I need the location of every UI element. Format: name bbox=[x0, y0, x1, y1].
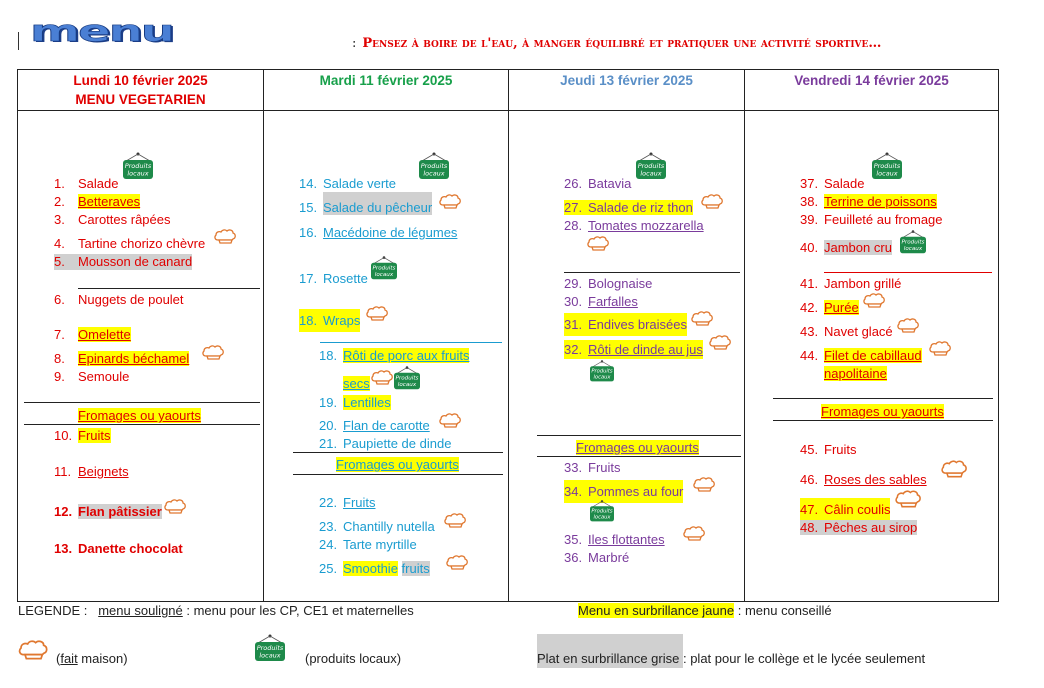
chef-hat-icon bbox=[366, 306, 388, 321]
list-item: 13. Danette chocolat bbox=[54, 541, 183, 556]
monday-column bbox=[18, 111, 264, 602]
separator bbox=[24, 424, 260, 425]
list-item: 31. Endives braisées bbox=[564, 317, 687, 333]
list-item: 39. Feuilleté au fromage bbox=[800, 212, 943, 227]
chef-hat-icon bbox=[446, 555, 468, 570]
list-item: 2. Betteraves bbox=[54, 194, 141, 209]
list-item: 18. Rôti de porc aux fruits bbox=[319, 348, 470, 363]
header-monday bbox=[18, 70, 264, 111]
list-item: 8. Epinards béchamel bbox=[54, 351, 190, 366]
list-item: 33. Fruits bbox=[564, 460, 621, 475]
legend-yellow bbox=[578, 603, 832, 618]
list-item: 36. Marbré bbox=[564, 550, 630, 565]
separator bbox=[537, 456, 741, 457]
list-item: 3. Carottes râpées bbox=[54, 212, 171, 227]
legend-grey-desc: : plat pour le collège et le lycée seulement bbox=[679, 651, 926, 666]
header-friday bbox=[745, 70, 999, 111]
list-item: 27. Salade de riz thon bbox=[564, 200, 693, 215]
chef-hat-icon bbox=[709, 335, 731, 350]
produits-locaux-icon bbox=[587, 359, 617, 383]
legend-underline bbox=[18, 603, 414, 618]
separator bbox=[537, 435, 741, 436]
list-item: napolitaine bbox=[824, 366, 887, 381]
chef-hat-icon bbox=[897, 318, 919, 333]
list-item: 41. Jambon grillé bbox=[800, 276, 902, 291]
produits-locaux-icon bbox=[252, 632, 288, 664]
separator bbox=[320, 342, 502, 343]
list-item: 19. Lentilles bbox=[319, 395, 391, 410]
chef-hat-icon bbox=[164, 499, 186, 514]
produits-locaux-icon bbox=[869, 151, 905, 181]
produits-locaux-icon bbox=[391, 365, 423, 391]
chef-hat-icon bbox=[929, 341, 951, 356]
list-item: 1. Salade bbox=[54, 176, 119, 191]
chef-hat-icon bbox=[941, 460, 967, 478]
legend-yellow-desc: : menu conseillé bbox=[734, 603, 832, 618]
list-item: secs bbox=[343, 376, 370, 391]
legend-underline-desc: : menu pour les CP, CE1 et maternelles bbox=[182, 603, 414, 618]
produits-locaux-icon bbox=[120, 151, 156, 181]
header-thursday bbox=[509, 70, 745, 111]
separator bbox=[78, 288, 260, 289]
legend-chef: (fait maison) bbox=[56, 651, 128, 666]
produits-locaux-icon bbox=[368, 255, 400, 281]
list-item: 15. Salade du pêcheur bbox=[299, 200, 432, 216]
header-tuesday bbox=[264, 70, 509, 111]
chef-hat-icon bbox=[691, 311, 713, 326]
list-item: 16. Macédoine de légumes bbox=[299, 225, 458, 240]
list-item: 44. Filet de cabillaud bbox=[800, 348, 922, 363]
list-item: 43. Navet glacé bbox=[800, 324, 893, 339]
list-item: 42. Purée bbox=[800, 300, 859, 315]
chef-hat-icon bbox=[895, 490, 921, 508]
list-item: 35. Iles flottantes bbox=[564, 532, 665, 547]
separator bbox=[773, 420, 993, 421]
separator bbox=[564, 272, 740, 273]
list-item: Fromages ou yaourts bbox=[576, 440, 699, 455]
list-item: 46. Roses des sables bbox=[800, 472, 927, 487]
chef-hat-icon bbox=[587, 236, 609, 251]
list-item: 26. Batavia bbox=[564, 176, 632, 191]
list-item: 47. Câlin coulis bbox=[800, 502, 890, 518]
list-item: 22. Fruits bbox=[319, 495, 376, 510]
list-item: 5. Mousson de canard bbox=[54, 254, 193, 269]
list-item: 38. Terrine de poissons bbox=[800, 194, 937, 209]
monday-subtitle: MENU VEGETARIEN bbox=[75, 92, 206, 107]
produits-locaux-icon bbox=[897, 229, 929, 255]
list-item: 24. Tarte myrtille bbox=[319, 537, 417, 552]
list-item: 48. Pêches au sirop bbox=[800, 520, 918, 535]
slogan: : Pensez à boire de l'eau, à manger équilibré et pratiquer une activité sportive… bbox=[352, 36, 882, 51]
chef-hat-icon bbox=[444, 513, 466, 528]
list-item: 6. Nuggets de poulet bbox=[54, 292, 184, 307]
chef-hat-icon bbox=[693, 477, 715, 492]
chef-hat-icon bbox=[202, 345, 224, 360]
list-item: 21. Paupiette de dinde bbox=[319, 436, 452, 451]
list-item: 23. Chantilly nutella bbox=[319, 519, 435, 534]
list-item: Fromages ou yaourts bbox=[336, 457, 459, 472]
list-item: 34. Pommes au four bbox=[564, 484, 683, 500]
produits-locaux-icon bbox=[587, 499, 617, 523]
list-item: 28. Tomates mozzarella bbox=[564, 218, 704, 233]
monday-title: Lundi 10 février 2025 bbox=[73, 73, 208, 88]
legend-grey bbox=[537, 651, 925, 666]
legend-yellow-term: Menu en surbrillance jaune bbox=[578, 603, 735, 618]
separator bbox=[824, 272, 992, 273]
tuesday-column bbox=[264, 111, 509, 602]
menu-logo: menu bbox=[30, 13, 173, 49]
separator bbox=[293, 474, 503, 475]
produits-locaux-icon bbox=[416, 151, 452, 181]
list-item: 40. Jambon cru bbox=[800, 240, 892, 255]
legend-chef-rest: maison) bbox=[77, 651, 128, 666]
list-item: 10. Fruits bbox=[54, 428, 111, 443]
list-item: 17. Rosette bbox=[299, 271, 368, 286]
list-item: 25. Smoothie fruits bbox=[319, 561, 430, 576]
list-item: Fromages ou yaourts bbox=[78, 408, 201, 423]
chef-hat-icon bbox=[863, 293, 885, 308]
list-item: 45. Fruits bbox=[800, 442, 857, 457]
list-item: 14. Salade verte bbox=[299, 176, 396, 191]
legend-local: (produits locaux) bbox=[305, 651, 402, 666]
chef-hat-icon bbox=[371, 370, 393, 385]
legend-underline-term: menu souligné bbox=[98, 603, 183, 618]
list-item: 9. Semoule bbox=[54, 369, 130, 384]
list-item: 30. Farfalles bbox=[564, 294, 638, 309]
list-item: 37. Salade bbox=[800, 176, 865, 191]
list-item: 32. Rôti de dinde au jus bbox=[564, 342, 703, 357]
separator bbox=[24, 402, 260, 403]
thursday-title: Jeudi 13 février 2025 bbox=[560, 73, 693, 88]
friday-title: Vendredi 14 février 2025 bbox=[794, 73, 949, 88]
chef-hat-icon bbox=[701, 194, 723, 209]
chef-hat-icon bbox=[214, 229, 236, 244]
thursday-column bbox=[509, 111, 745, 602]
chef-hat-icon bbox=[439, 194, 461, 209]
produits-locaux-icon bbox=[633, 151, 669, 181]
tuesday-title: Mardi 11 février 2025 bbox=[319, 73, 453, 88]
chef-hat-icon bbox=[18, 640, 48, 660]
friday-column bbox=[745, 111, 999, 602]
separator bbox=[773, 398, 993, 399]
legend-grey-term: Plat en surbrillance grise bbox=[537, 651, 680, 666]
list-item: 20. Flan de carotte bbox=[319, 418, 430, 433]
list-item: 4. Tartine chorizo chèvre bbox=[54, 236, 206, 251]
list-item: 29. Bolognaise bbox=[564, 276, 653, 291]
list-item: 18. Wraps bbox=[299, 313, 360, 329]
legend-chef-word: fait bbox=[60, 651, 78, 666]
list-item: 12. Flan pâtissier bbox=[54, 504, 162, 519]
list-item: 11. Beignets bbox=[54, 464, 129, 479]
separator bbox=[293, 452, 503, 453]
list-item: 7. Omelette bbox=[54, 327, 131, 342]
chef-hat-icon bbox=[439, 413, 461, 428]
legend-title: LEGENDE : bbox=[18, 603, 88, 618]
header-divider bbox=[18, 32, 19, 50]
menu-table bbox=[17, 69, 999, 602]
chef-hat-icon bbox=[683, 526, 705, 541]
list-item: Fromages ou yaourts bbox=[821, 404, 944, 419]
